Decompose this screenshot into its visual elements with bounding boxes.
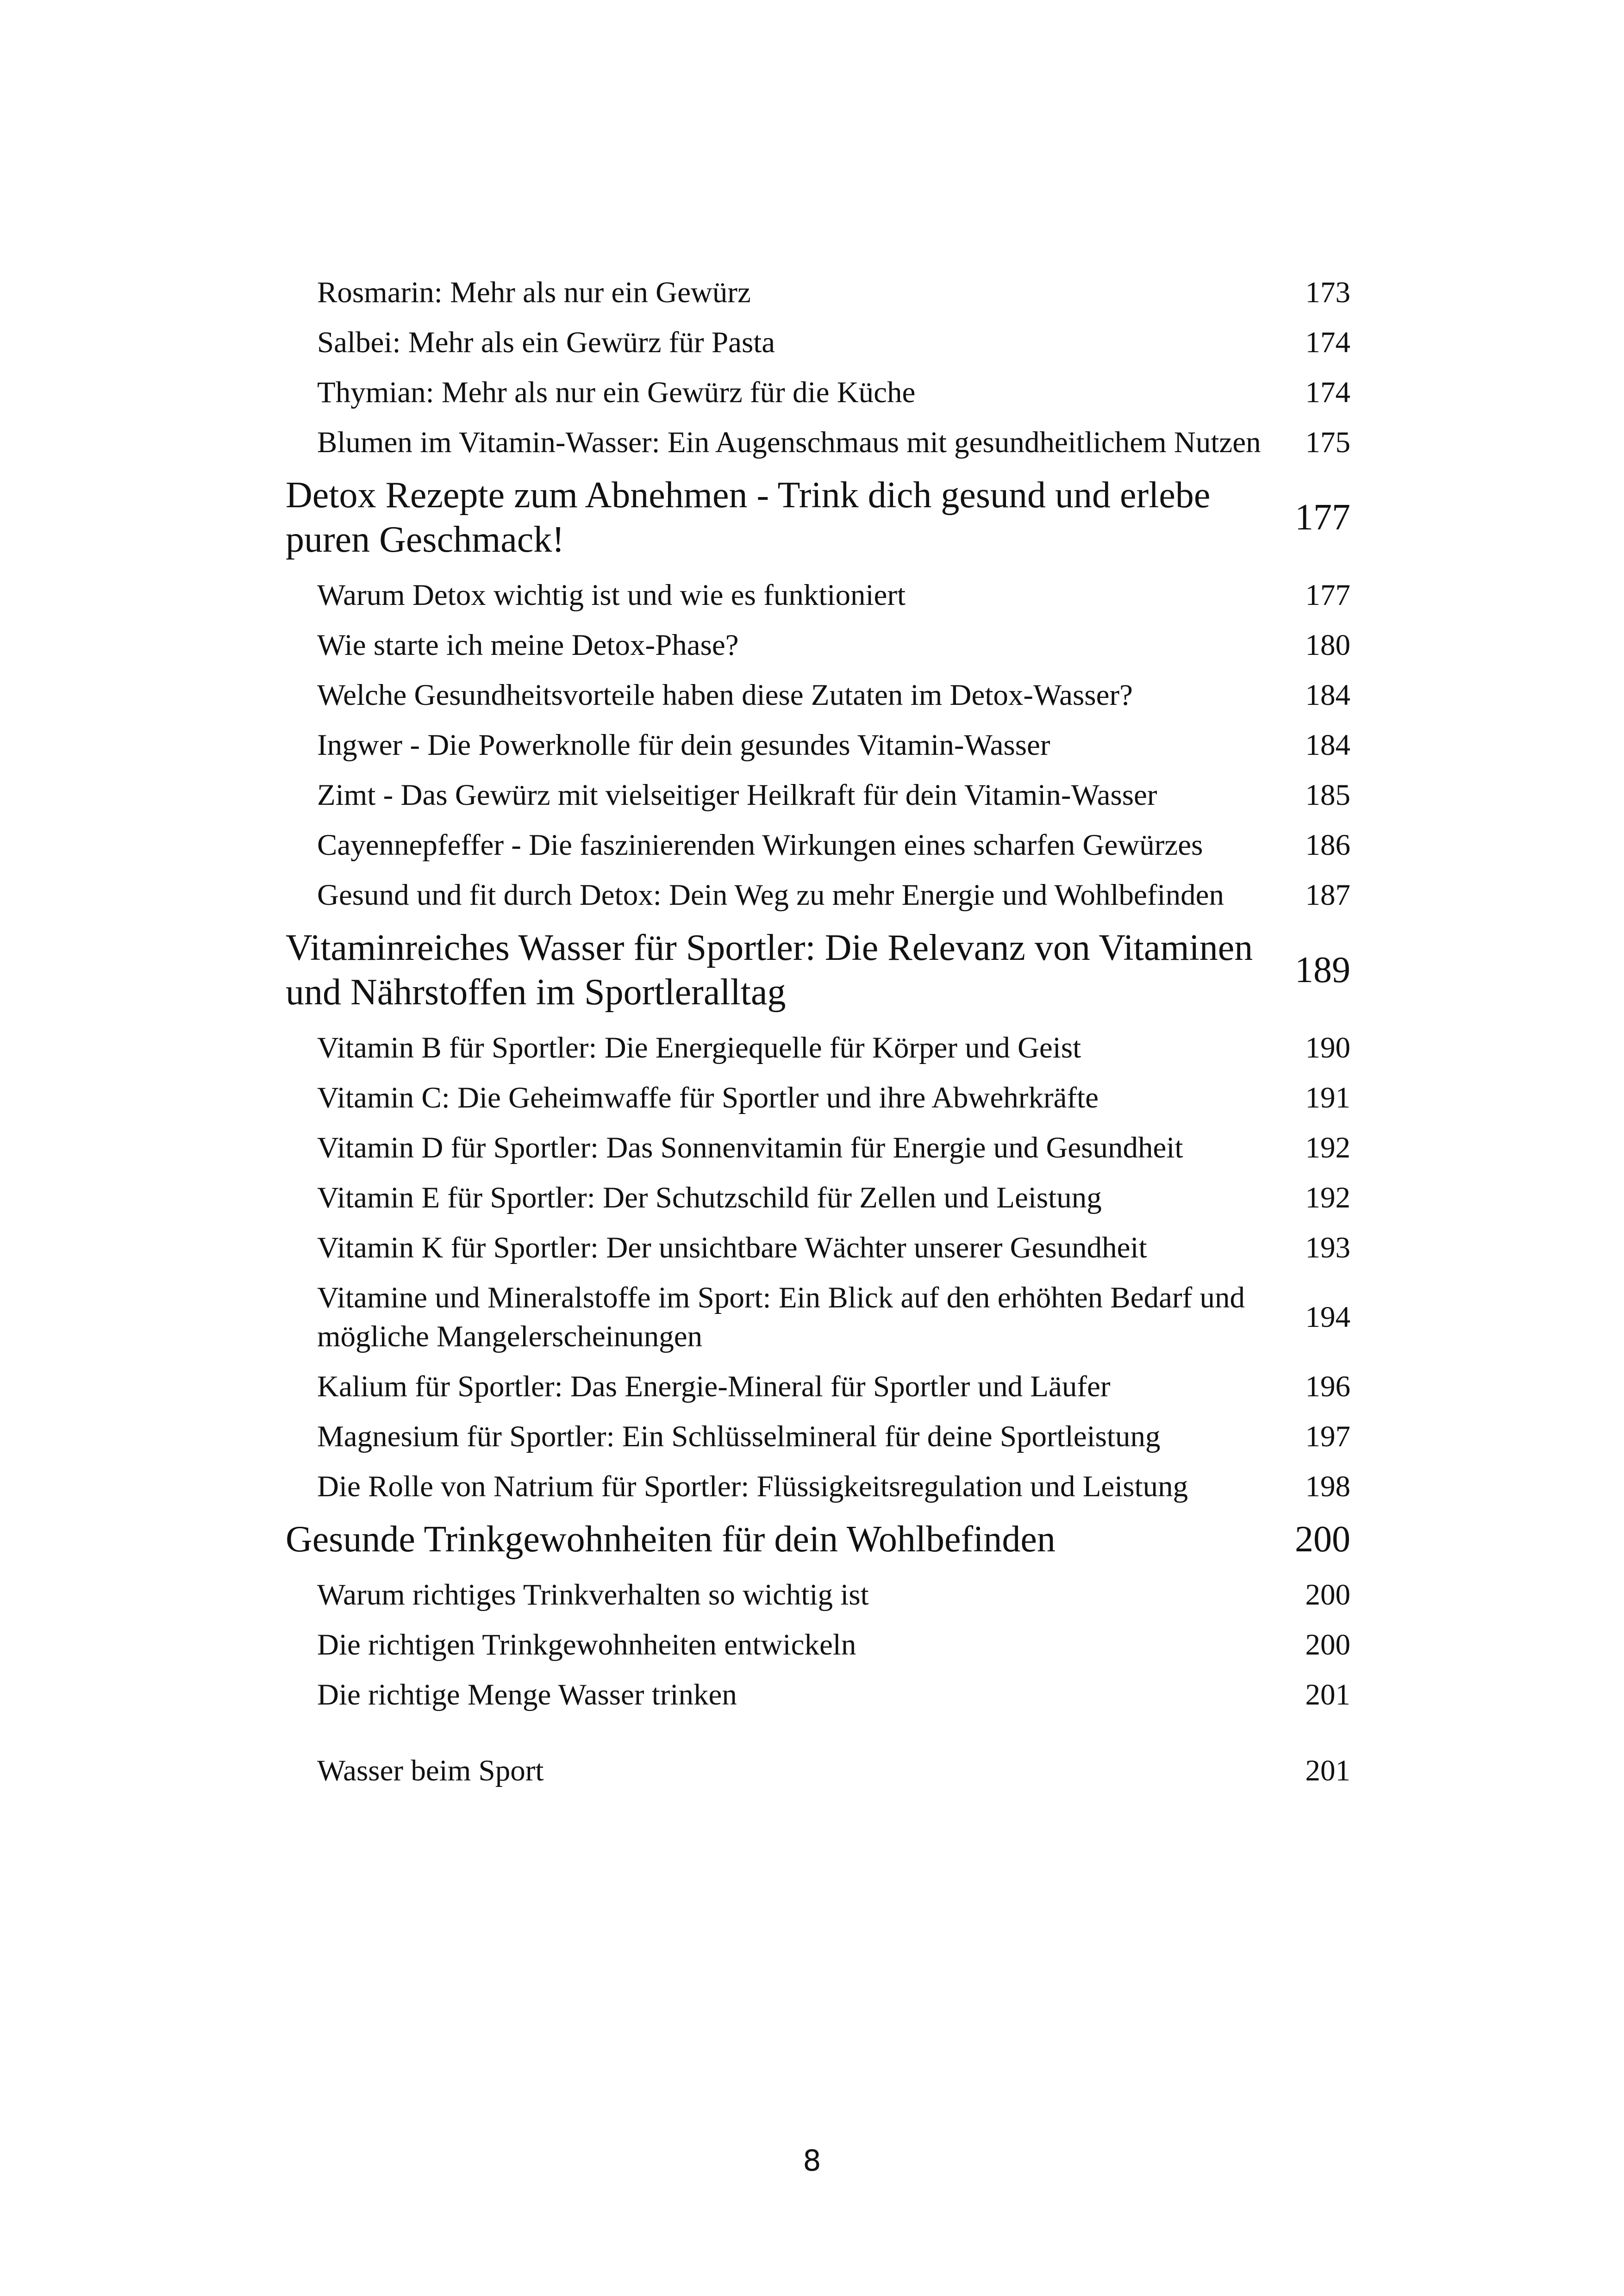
toc-chapter-title: Detox Rezepte zum Abnehmen - Trink dich gesund und erlebe puren Geschmack! [286, 475, 1211, 560]
toc-entry-title: Warum richtiges Trinkverhalten so wichtig ist [317, 1578, 869, 1612]
toc-entry-title: Wie starte ich meine Detox-Phase? [317, 628, 739, 662]
toc-entry-title: Vitamin C: Die Geheimwaffe für Sportler und ihre Abwehrkräfte [317, 1081, 1099, 1114]
toc-entry[interactable] [286, 1675, 1350, 1714]
toc-entry[interactable] [286, 1625, 1350, 1664]
toc-entry[interactable] [286, 826, 1350, 865]
toc-entry[interactable] [286, 423, 1350, 462]
toc-entry-title: Cayennepfeffer - Die faszinierenden Wirkungen eines scharfen Gewürzes [317, 828, 1203, 862]
toc-entry-page: 192 [1305, 1131, 1350, 1164]
toc-entry-page: 191 [1305, 1081, 1350, 1114]
toc-entry[interactable] [286, 726, 1350, 765]
toc-entry-page: 201 [1305, 1754, 1350, 1787]
toc-entry[interactable] [286, 676, 1350, 715]
toc-entry-page: 186 [1305, 828, 1350, 862]
toc-entry-title: Blumen im Vitamin-Wasser: Ein Augenschmaus mit gesundheitlichem Nutzen [317, 426, 1261, 459]
toc-chapter-entry[interactable] [286, 473, 1350, 562]
toc-entry-page: 187 [1305, 878, 1350, 912]
toc-entry-page: 175 [1305, 426, 1350, 459]
toc-entry-page: 194 [1305, 1300, 1350, 1334]
toc-entry-title: Vitamin E für Sportler: Der Schutzschild für Zellen und Leistung [317, 1181, 1102, 1214]
toc-entry-page: 180 [1305, 628, 1350, 662]
toc-entry-title: Die Rolle von Natrium für Sportler: Flüssigkeitsregulation und Leistung [317, 1470, 1188, 1503]
toc-entry-title: Kalium für Sportler: Das Energie-Mineral für Sportler und Läufer [317, 1370, 1111, 1403]
toc-chapter-page: 200 [1295, 1519, 1350, 1560]
toc-entry[interactable] [286, 1228, 1350, 1267]
toc-entry[interactable] [286, 373, 1350, 412]
toc-entry-page: 177 [1305, 579, 1350, 612]
toc-entry[interactable] [286, 273, 1350, 312]
toc-entry-page: 197 [1305, 1420, 1350, 1453]
toc-entry-page: 184 [1305, 678, 1350, 712]
toc-entry-title: Die richtigen Trinkgewohnheiten entwickeln [317, 1628, 856, 1661]
toc-entry-title: Gesund und fit durch Detox: Dein Weg zu mehr Energie und Wohlbefinden [317, 878, 1224, 912]
toc-entry[interactable] [286, 626, 1350, 665]
toc-entry-title: Vitamin D für Sportler: Das Sonnenvitamin für Energie und Gesundheit [317, 1131, 1183, 1164]
toc-chapter-entry[interactable] [286, 1517, 1350, 1562]
toc-entry-title: Vitamin B für Sportler: Die Energiequelle für Körper und Geist [317, 1031, 1081, 1064]
toc-entry[interactable] [286, 1028, 1350, 1067]
toc-entry-page: 193 [1305, 1231, 1350, 1264]
toc-entry-page: 185 [1305, 778, 1350, 812]
toc-entry-title: Die richtige Menge Wasser trinken [317, 1678, 737, 1711]
toc-entry-page: 200 [1305, 1628, 1350, 1661]
toc-entry-page: 174 [1305, 376, 1350, 409]
toc-entry[interactable] [286, 1467, 1350, 1506]
toc-entry[interactable] [286, 576, 1350, 615]
toc-entry-title: Thymian: Mehr als nur ein Gewürz für die Küche [317, 376, 916, 409]
toc-entry-title: Salbei: Mehr als ein Gewürz für Pasta [317, 326, 775, 359]
toc-entry-title: Welche Gesundheitsvorteile haben diese Zutaten im Detox-Wasser? [317, 678, 1133, 712]
toc-chapter-page: 189 [1295, 950, 1350, 990]
toc-chapter-title: Vitaminreiches Wasser für Sportler: Die Relevanz von Vitaminen und Nährstoffen im Sportleralltag [286, 927, 1253, 1013]
toc-entry[interactable] [286, 1751, 1350, 1790]
toc-entry-page: 184 [1305, 728, 1350, 762]
toc-entry[interactable] [286, 776, 1350, 815]
toc-entry[interactable] [286, 1417, 1350, 1456]
toc-entry-page: 190 [1305, 1031, 1350, 1064]
table-of-contents [286, 273, 1350, 1801]
toc-entry[interactable] [286, 323, 1350, 362]
toc-entry[interactable] [286, 876, 1350, 915]
toc-entry[interactable] [286, 1128, 1350, 1167]
toc-entry-page: 200 [1305, 1578, 1350, 1612]
toc-chapter-title: Gesunde Trinkgewohnheiten für dein Wohlbefinden [286, 1519, 1056, 1560]
toc-entry-title: Warum Detox wichtig ist und wie es funktioniert [317, 579, 906, 612]
toc-entry-page: 174 [1305, 326, 1350, 359]
toc-chapter-page: 177 [1295, 497, 1350, 538]
toc-entry[interactable] [286, 1078, 1350, 1117]
toc-entry-page: 201 [1305, 1678, 1350, 1711]
toc-entry-page: 192 [1305, 1181, 1350, 1214]
toc-entry-title: Magnesium für Sportler: Ein Schlüsselmineral für deine Sportleistung [317, 1420, 1161, 1453]
toc-entry-page: 196 [1305, 1370, 1350, 1403]
toc-entry-title: Rosmarin: Mehr als nur ein Gewürz [317, 276, 751, 309]
toc-entry-title: Ingwer - Die Powerknolle für dein gesundes Vitamin-Wasser [317, 728, 1050, 762]
toc-chapter-entry[interactable] [286, 926, 1350, 1014]
toc-entry-title: Wasser beim Sport [317, 1754, 544, 1787]
toc-entry-title: Zimt - Das Gewürz mit vielseitiger Heilkraft für dein Vitamin-Wasser [317, 778, 1157, 812]
toc-entry-title: Vitamin K für Sportler: Der unsichtbare Wächter unserer Gesundheit [317, 1231, 1147, 1264]
toc-entry-title: Vitamine und Mineralstoffe im Sport: Ein Blick auf den erhöhten Bedarf und mögliche Mangelerscheinungen [317, 1281, 1245, 1353]
toc-entry-page: 173 [1305, 276, 1350, 309]
toc-entry[interactable] [286, 1178, 1350, 1217]
toc-entry-page: 198 [1305, 1470, 1350, 1503]
page-number: 8 [803, 2144, 821, 2178]
toc-entry[interactable] [286, 1278, 1350, 1356]
toc-entry[interactable] [286, 1575, 1350, 1614]
toc-entry[interactable] [286, 1367, 1350, 1406]
